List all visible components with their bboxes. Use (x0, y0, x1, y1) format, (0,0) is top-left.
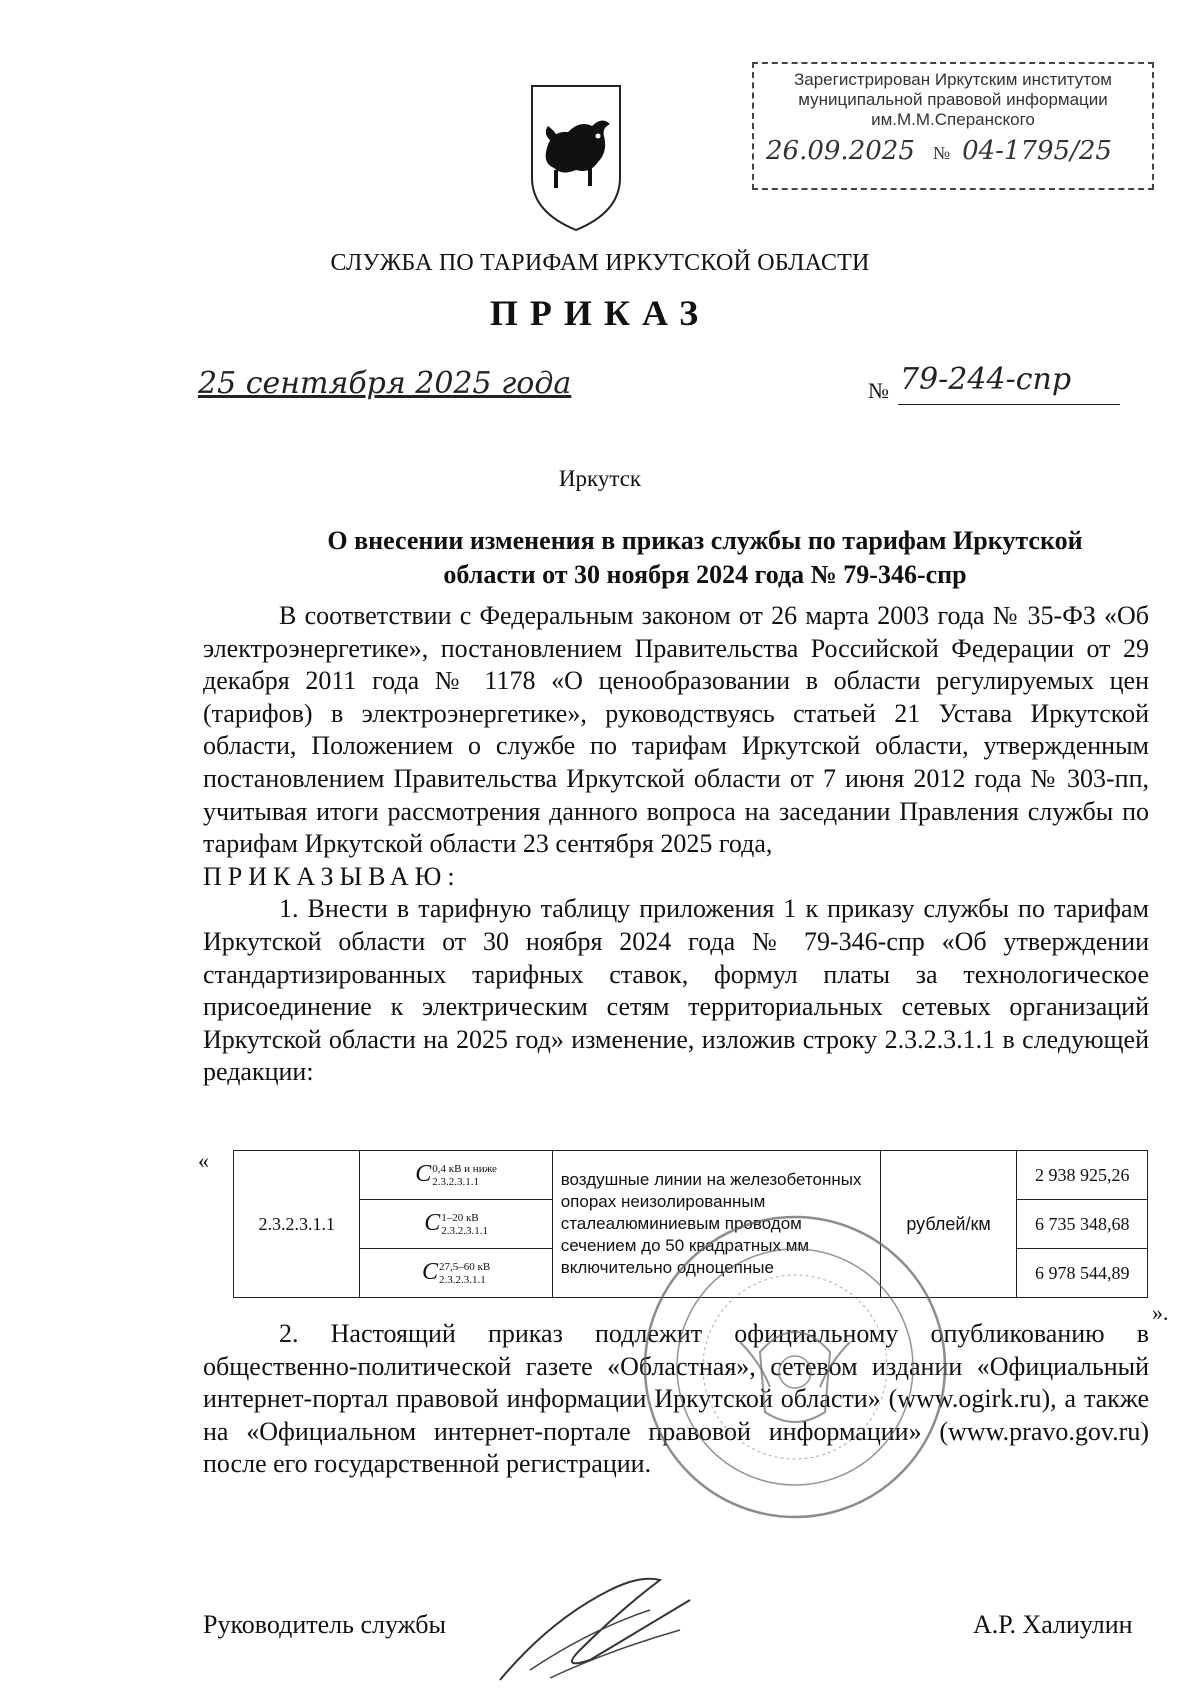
signatory-position: Руководитель службы (203, 1610, 446, 1639)
title-line-1: О внесении изменения в приказ службы по тарифам Иркутской (327, 526, 1083, 555)
rate-superscript: 0,4 кВ и ниже (432, 1162, 497, 1175)
title-line-2: области от 30 ноября 2024 года № 79-346-спр (443, 560, 967, 589)
rate-subscript: 2.3.2.3.1.1 (441, 1224, 488, 1237)
quote-close: ». (1152, 1300, 1169, 1325)
rate-value: 6 978 544,89 (1017, 1249, 1148, 1298)
preamble-paragraph: В соответствии с Федеральным законом от 26 марта 2003 года № 35-ФЗ «Об электроэнергетике», постановлением Правительства Российской Федерации от 29 декабря 2011 года № 1178 «О ценообразовании в области регулируемых цен (тарифов) в электроэнергетике», руководствуясь статьей 21 Устава Иркутской области, Положением о службе по тарифам Иркутской области, утвержденным постановлением Правительства Иркутской области от 7 июня 2012 года № 303-пп, учитывая итоги рассмотрения данного вопроса на заседании Правления службы по тарифам Иркутской области 23 сентября 2025 года, (203, 601, 1149, 859)
document-type: ПРИКАЗ (489, 293, 711, 333)
official-seal-icon (640, 1212, 950, 1522)
document-number: 79-244-спр (900, 362, 1072, 397)
stamp-line-1: Зарегистрирован Иркутским институтом (793, 70, 1112, 89)
rate-value: 2 938 925,26 (1017, 1151, 1148, 1200)
registration-stamp (752, 62, 1154, 190)
number-underline (898, 404, 1120, 405)
signature-icon (490, 1560, 730, 1690)
row-code: 2.3.2.3.1.1 (234, 1151, 360, 1298)
rate-subscript: 2.3.2.3.1.1 (438, 1273, 486, 1286)
item-1-paragraph: 1. Внести в тарифную таблицу приложения 1 к приказу службы по тарифам Иркутской области от 30 ноября 2024 года № 79-346-спр «Об утверждении стандартизированных тарифных ставок, формул платы за технологическое присоединение к электрическим сетям территориальных сетевых организаций Иркутской области на 2025 год» изменение, изложив строку 2.3.2.3.1.1 в следующей редакции: (203, 894, 1149, 1087)
quote-open: « (198, 1148, 209, 1173)
prikazyvayu: ПРИКАЗЫВАЮ: (203, 861, 461, 891)
table-row (234, 1151, 1148, 1200)
rate-value: 6 735 348,68 (1017, 1200, 1148, 1249)
rate-symbol: C0,4 кВ и ниже 2.3.2.3.1.1 (360, 1151, 552, 1200)
stamp-no-label: № (932, 143, 951, 163)
item-2-paragraph: 2. Настоящий приказ подлежит официальному опубликованию в общественно-политической газете «Областная», сетевом издании «Официальный интернет-портал правовой информации Иркутской области» (www.ogirk.ru), а также на «Официальном интернет-портале правовой информации» (www.pravo.gov.ru) после его государственной регистрации. (203, 1319, 1149, 1479)
stamp-reg-number: 04-1795/25 (962, 136, 1112, 166)
document-title (250, 524, 1160, 592)
document-date: 25 сентября 2025 года (198, 366, 572, 401)
rate-subscript: 2.3.2.3.1.1 (432, 1175, 479, 1188)
coat-of-arms-icon (528, 82, 624, 234)
city: Иркутск (558, 466, 642, 491)
organization-name: СЛУЖБА ПО ТАРИФАМ ИРКУТСКОЙ ОБЛАСТИ (330, 250, 870, 276)
body-text (203, 600, 1149, 1089)
stamp-reg-date: 26.09.2025 (766, 136, 915, 166)
number-label: № (868, 378, 889, 403)
rate-superscript: 1–20 кВ (441, 1211, 479, 1224)
stamp-line-2: муниципальной правовой информации (798, 90, 1108, 109)
rate-symbol: C1–20 кВ 2.3.2.3.1.1 (360, 1200, 552, 1249)
stamp-line-3: им.М.М.Сперанского (871, 110, 1035, 129)
row-description: воздушные линии на железобетонных опорах неизолированным сталеалюминиевым проводом сечением до 50 квадратных мм включительно одноцепные (552, 1151, 880, 1298)
signatory-name: А.Р. Халиулин (973, 1610, 1133, 1639)
rate-symbol: C27,5–60 кВ 2.3.2.3.1.1 (360, 1249, 552, 1298)
row-unit: рублей/км (880, 1151, 1017, 1298)
rate-superscript: 27,5–60 кВ (438, 1260, 491, 1273)
